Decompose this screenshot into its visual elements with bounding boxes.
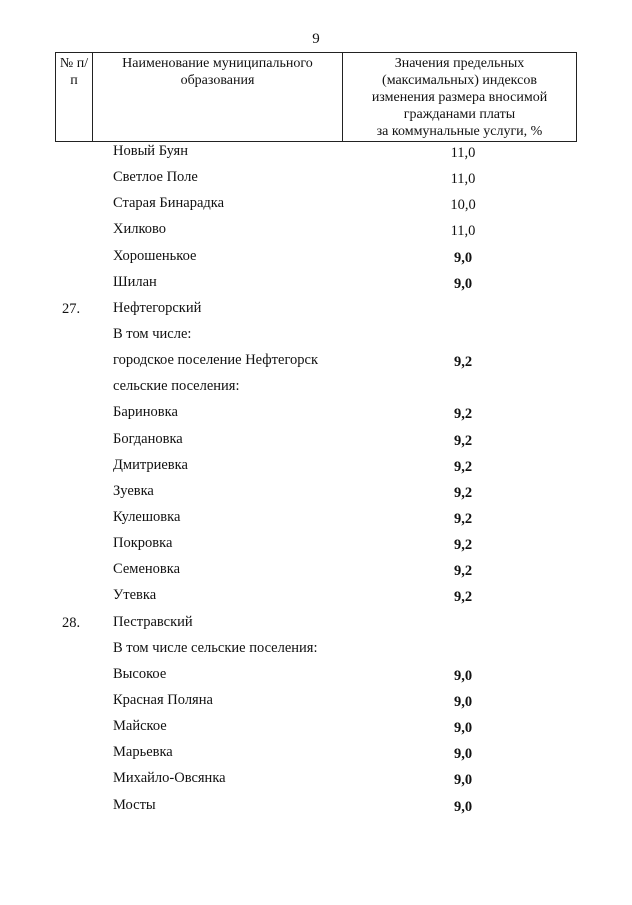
row-value: 9,2 <box>453 563 473 580</box>
table-row <box>0 453 632 479</box>
row-name: Утевка <box>113 587 157 604</box>
row-number: 27. <box>62 300 81 317</box>
table-row <box>0 400 632 426</box>
row-name: Дмитриевка <box>113 456 188 473</box>
header-value-line: гражданами платы <box>403 107 516 122</box>
row-value: 9,2 <box>453 484 473 501</box>
table-body <box>0 139 632 819</box>
table-row <box>0 583 632 609</box>
row-name: Хилково <box>113 221 167 238</box>
row-name: Михайло-Овсянка <box>113 770 226 787</box>
row-value: 11,0 <box>450 223 476 240</box>
table-row <box>0 427 632 453</box>
table-row <box>0 557 632 583</box>
row-value: 9,2 <box>453 458 473 475</box>
row-name: Марьевка <box>113 744 173 761</box>
row-name: Красная Поляна <box>113 691 213 708</box>
row-value: 9,0 <box>453 693 473 710</box>
row-value: 9,2 <box>453 406 473 423</box>
table-row <box>0 766 632 792</box>
row-value: 9,0 <box>453 667 473 684</box>
row-value: 9,2 <box>453 510 473 527</box>
row-name: Шилан <box>113 273 157 290</box>
row-number: 28. <box>62 614 81 631</box>
table-row <box>0 479 632 505</box>
row-value: 11,0 <box>450 171 476 188</box>
row-name: Пестравский <box>113 613 193 630</box>
row-name: Нефтегорский <box>113 299 202 316</box>
row-name: В том числе: <box>113 325 192 342</box>
table-row <box>0 270 632 296</box>
table-row <box>0 662 632 688</box>
table-header <box>55 52 577 142</box>
row-value: 11,0 <box>450 145 476 161</box>
row-name: Покровка <box>113 535 173 552</box>
table-row <box>0 374 632 400</box>
row-value: 9,2 <box>453 432 473 449</box>
row-value: 9,0 <box>453 798 473 815</box>
row-value: 9,0 <box>453 746 473 763</box>
table-row <box>0 244 632 270</box>
row-name: Мосты <box>113 796 156 813</box>
header-value-line: изменения размера вносимой <box>371 90 548 105</box>
row-name: Кулешовка <box>113 508 181 525</box>
row-value: 10,0 <box>450 197 476 214</box>
table-row <box>0 531 632 557</box>
header-value-line: за коммунальные услуги, % <box>376 124 543 139</box>
row-value: 9,0 <box>453 772 473 789</box>
table-row <box>0 322 632 348</box>
row-name: Бариновка <box>113 404 178 421</box>
row-name: Семеновка <box>113 561 181 578</box>
row-value: 9,0 <box>453 720 473 737</box>
table-row <box>0 165 632 191</box>
header-col-name: Наименование муниципального образования <box>93 53 343 142</box>
row-value: 9,2 <box>453 354 473 371</box>
table-row <box>0 636 632 662</box>
row-name: Новый Буян <box>113 143 188 159</box>
header-col-number: № п/п <box>56 53 93 142</box>
table-row <box>0 714 632 740</box>
row-name: городское поселение Нефтегорск <box>113 352 319 369</box>
table-row <box>0 139 632 165</box>
row-name: Светлое Поле <box>113 169 198 186</box>
row-name: В том числе сельские поселения: <box>113 639 318 656</box>
row-name: Высокое <box>113 665 167 682</box>
table-row <box>0 348 632 374</box>
row-name: Хорошенькое <box>113 247 197 264</box>
header-col-value <box>343 53 577 142</box>
table-row <box>0 740 632 766</box>
table-row <box>0 217 632 243</box>
row-name: Старая Бинарадка <box>113 195 225 212</box>
row-name: Богдановка <box>113 430 183 447</box>
row-value: 9,2 <box>453 589 473 606</box>
page-number: 9 <box>312 31 320 47</box>
row-value: 9,0 <box>453 275 473 292</box>
row-name: сельские поселения: <box>113 378 240 395</box>
header-row <box>56 53 577 142</box>
row-name: Зуевка <box>113 482 154 499</box>
row-name: Майское <box>113 718 167 735</box>
row-value: 9,2 <box>453 537 473 554</box>
table-row <box>0 296 632 322</box>
table-row <box>0 688 632 714</box>
table-row <box>0 610 632 636</box>
header-value-line: Значения предельных <box>394 56 525 71</box>
table-row <box>0 793 632 819</box>
header-value-line: (максимальных) индексов <box>382 73 537 88</box>
table-row <box>0 191 632 217</box>
row-value: 9,0 <box>453 249 473 266</box>
table-row <box>0 505 632 531</box>
